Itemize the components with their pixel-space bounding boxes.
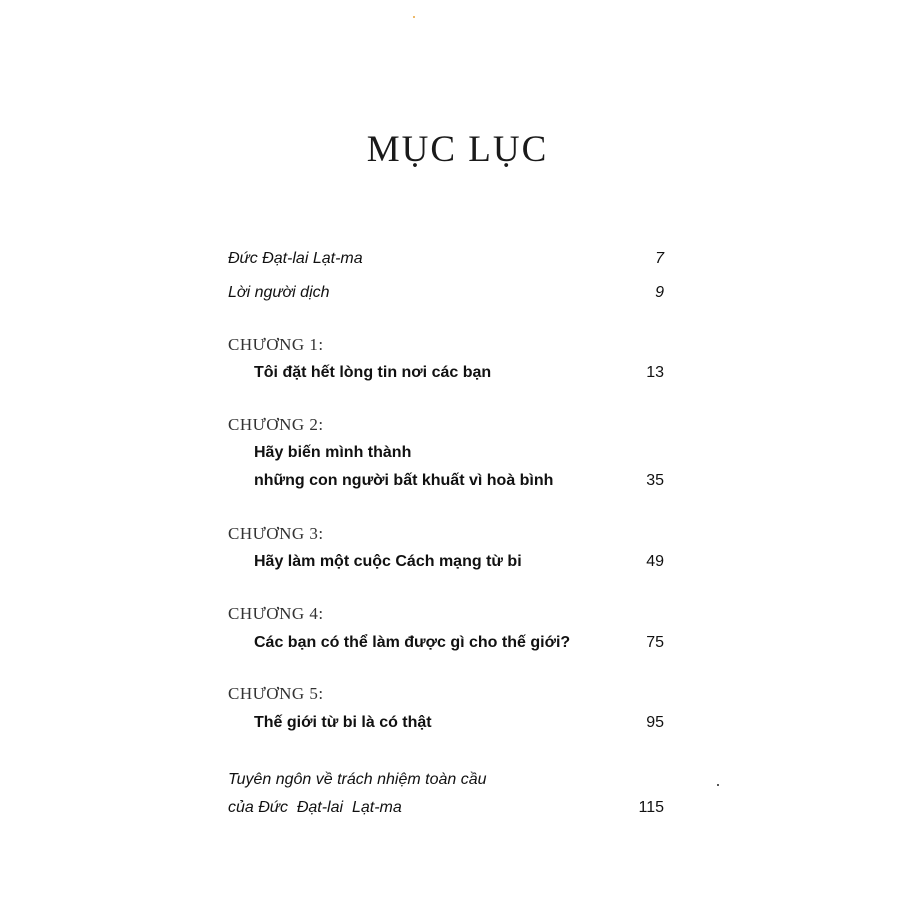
chapter-entry	[228, 714, 664, 738]
page-number: 115	[638, 799, 664, 816]
print-speck	[717, 784, 719, 786]
chapter-title: Tôi đặt hết lòng tin nơi các bạn	[254, 364, 492, 381]
chapter-entry	[228, 553, 664, 577]
chapter-label-text: CHƯƠNG 4:	[228, 604, 324, 623]
page-number: 9	[655, 284, 664, 301]
chapter-title: Hãy biến mình thành	[254, 444, 412, 461]
chapter-label	[228, 335, 664, 359]
chapter-label-text: CHƯƠNG 3:	[228, 524, 324, 543]
page-number: 95	[646, 714, 664, 731]
chapter-entry	[228, 472, 664, 496]
chapter-label-text: CHƯƠNG 1:	[228, 335, 324, 354]
appendix-entry	[228, 799, 664, 823]
chapter-entry	[228, 364, 664, 388]
entry-title: Lời người dịch	[228, 284, 330, 301]
page-number: 7	[655, 250, 664, 267]
chapter-label-text: CHƯƠNG 5:	[228, 684, 324, 703]
entry-title: Đức Đạt-lai Lạt-ma	[228, 250, 363, 267]
chapter-entry	[228, 444, 664, 468]
page-number: 75	[646, 634, 664, 651]
page-number: 49	[646, 553, 664, 570]
appendix-entry	[228, 771, 664, 795]
page-number: 13	[646, 364, 664, 381]
chapter-label	[228, 524, 664, 548]
chapter-entry	[228, 634, 664, 658]
chapter-title: Hãy làm một cuộc Cách mạng từ bi	[254, 553, 522, 570]
chapter-title: Các bạn có thể làm được gì cho thế giới?	[254, 634, 571, 651]
chapter-label	[228, 604, 664, 628]
print-speck	[413, 16, 415, 18]
chapter-title: những con người bất khuất vì hoà bình	[254, 472, 554, 489]
appendix-title: của Đức Đạt-lai Lạt-ma	[228, 799, 402, 816]
toc-entry	[228, 284, 664, 308]
chapter-title: Thế giới từ bi là có thật	[254, 714, 432, 731]
page-title: MỤC LỤC	[366, 129, 549, 170]
chapter-label-text: CHƯƠNG 2:	[228, 415, 324, 434]
page-number: 35	[646, 472, 664, 489]
appendix-title: Tuyên ngôn về trách nhiệm toàn cầu	[228, 771, 487, 788]
toc-entry	[228, 250, 664, 274]
chapter-label	[228, 684, 664, 708]
chapter-label	[228, 415, 664, 439]
